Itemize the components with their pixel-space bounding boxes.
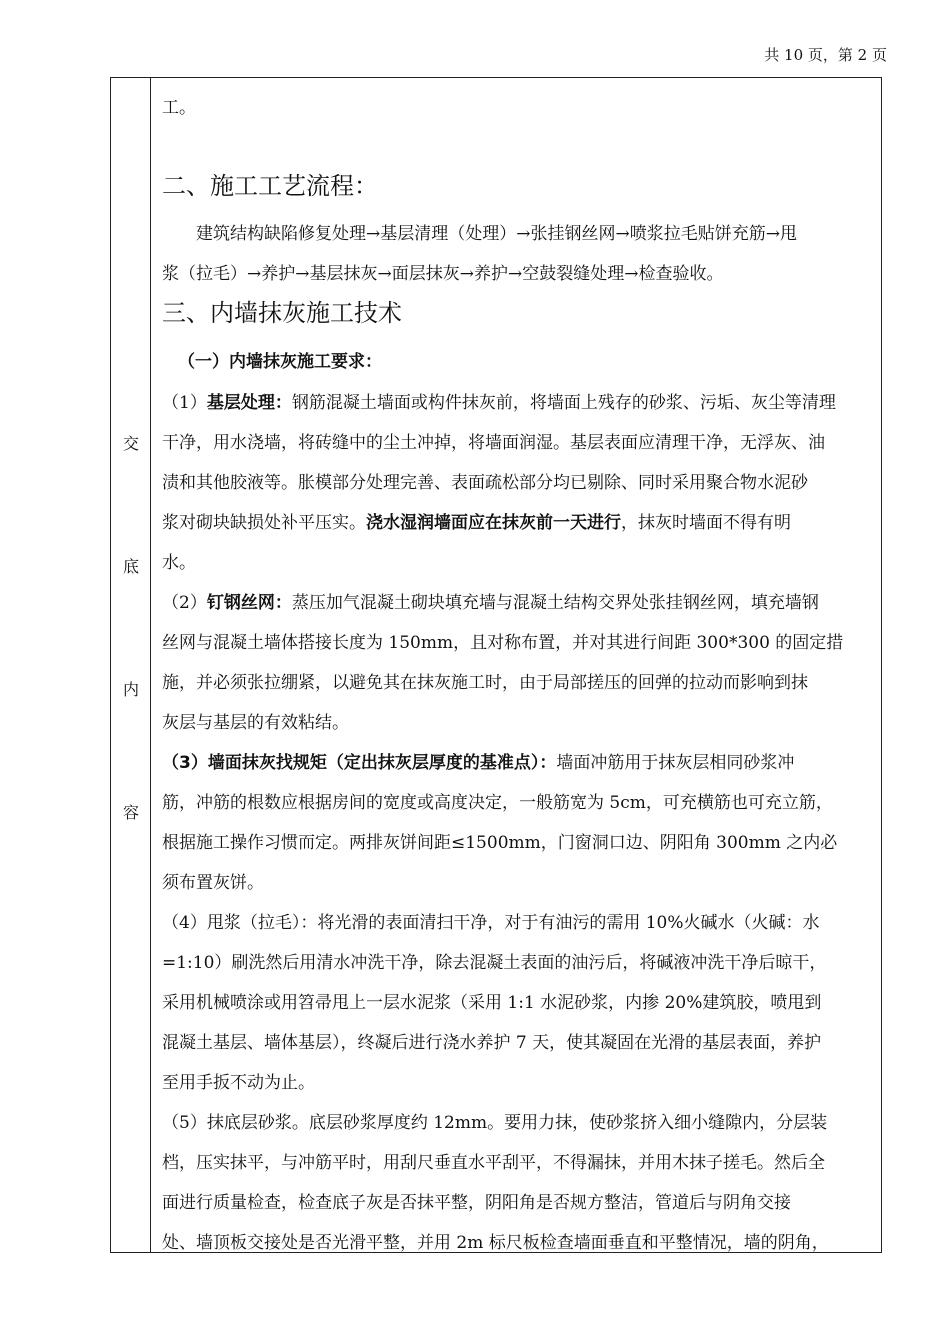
- paragraph-line: 至用手扳不动为止。: [162, 1073, 315, 1093]
- subsection-title: （一）内墙抹灰施工要求：: [178, 352, 382, 372]
- paragraph-line: 根据施工操作习惯而定。两排灰饼间距≤1500mm，门窗洞口边、阴阳角 300mm 之内必: [162, 833, 838, 853]
- paragraph-line: （1）基层处理：钢筋混凝土墙面或构件抹灰前，将墙面上残存的砂浆、污垢、灰尘等清理: [162, 393, 836, 413]
- section-title: 二、施工工艺流程：: [162, 172, 378, 200]
- side-label-char: 容: [122, 803, 139, 822]
- paragraph-line: （5）抹底层砂浆。底层砂浆厚度约 12mm。要用力抹，使砂浆挤入细小缝隙内，分层装: [162, 1113, 828, 1133]
- paragraph-line: =1:10）刷洗然后用清水冲洗干净，除去混凝土表面的油污后，将碱液冲洗干净后晾干，: [162, 953, 827, 973]
- paragraph-line: 丝网与混凝土墙体搭接长度为 150mm，且对称布置，并对其进行间距 300*300 的固定措: [162, 633, 844, 653]
- paragraph-line: 灰层与基层的有效粘结。: [162, 713, 349, 733]
- paragraph-line: （4）甩浆（拉毛）：将光滑的表面清扫干净，对于有油污的需用 10%火碱水（火碱：水: [162, 913, 820, 933]
- side-label-char: 内: [122, 680, 139, 699]
- document-table: [110, 77, 882, 1253]
- paragraph-line: 档，压实抹平，与冲筋平时，用刮尺垂直水平刮平，不得漏抹，并用木抹子搓毛。然后全: [162, 1153, 825, 1173]
- paragraph-line: 干净，用水浇墙，将砖缝中的尘土冲掉，将墙面润湿。基层表面应清理干净，无浮灰、油: [162, 433, 825, 453]
- paragraph-line: 施，并必须张拉绷紧，以避免其在抹灰施工时，由于局部搓压的回弹的拉动而影响到抹: [162, 673, 808, 693]
- paragraph-line: 混凝土基层、墙体基层），终凝后进行浇水养护 7 天，使其凝固在光滑的基层表面，养护: [162, 1033, 822, 1053]
- paragraph-line: 面进行质量检查，检查底子灰是否抹平整，阴阳角是否规方整洁，管道后与阴角交接: [162, 1193, 791, 1213]
- paragraph-line: （3）墙面抹灰找规矩（定出抹灰层厚度的基准点）：墙面冲筋用于抹灰层相同砂浆冲: [162, 753, 795, 773]
- paragraph-line: 采用机械喷涂或用笤帚甩上一层水泥浆（采用 1:1 水泥砂浆，内掺 20%建筑胶，喷甩到: [162, 993, 822, 1013]
- paragraph-line: 渍和其他胶液等。胀模部分处理完善、表面疏松部分均已剔除、同时采用聚合物水泥砂: [162, 473, 808, 493]
- paragraph-line: 须布置灰饼。: [162, 873, 264, 893]
- side-label-char: 交: [122, 434, 139, 453]
- paragraph-line: 水。: [162, 553, 196, 573]
- section-title: 三、内墙抹灰施工技术: [162, 299, 402, 327]
- side-label-char: 底: [122, 557, 139, 576]
- page-number: 共 10 页，第 2 页: [764, 46, 887, 64]
- side-label-column: [111, 78, 151, 1252]
- text-line: 建筑结构缺陷修复处理→基层清理（处理）→张挂钢丝网→喷浆拉毛贴饼充筋→甩: [196, 224, 797, 244]
- text-line: 工。: [162, 98, 196, 118]
- paragraph-line: 筋，冲筋的根数应根据房间的宽度或高度决定，一般筋宽为 5cm，可充横筋也可充立筋，: [162, 793, 833, 813]
- paragraph-line: 浆对砌块缺损处补平压实。浇水湿润墙面应在抹灰前一天进行，抹灰时墙面不得有明: [162, 513, 791, 533]
- text-line: 浆（拉毛）→养护→基层抹灰→面层抹灰→养护→空鼓裂缝处理→检查验收。: [162, 264, 724, 284]
- paragraph-line: 处、墙顶板交接处是否光滑平整，并用 2m 标尺板检查墙面垂直和平整情况，墙的阴角，: [162, 1233, 829, 1253]
- paragraph-line: （2）钉钢丝网：蒸压加气混凝土砌块填充墙与混凝土结构交界处张挂钢丝网，填充墙钢: [162, 593, 819, 613]
